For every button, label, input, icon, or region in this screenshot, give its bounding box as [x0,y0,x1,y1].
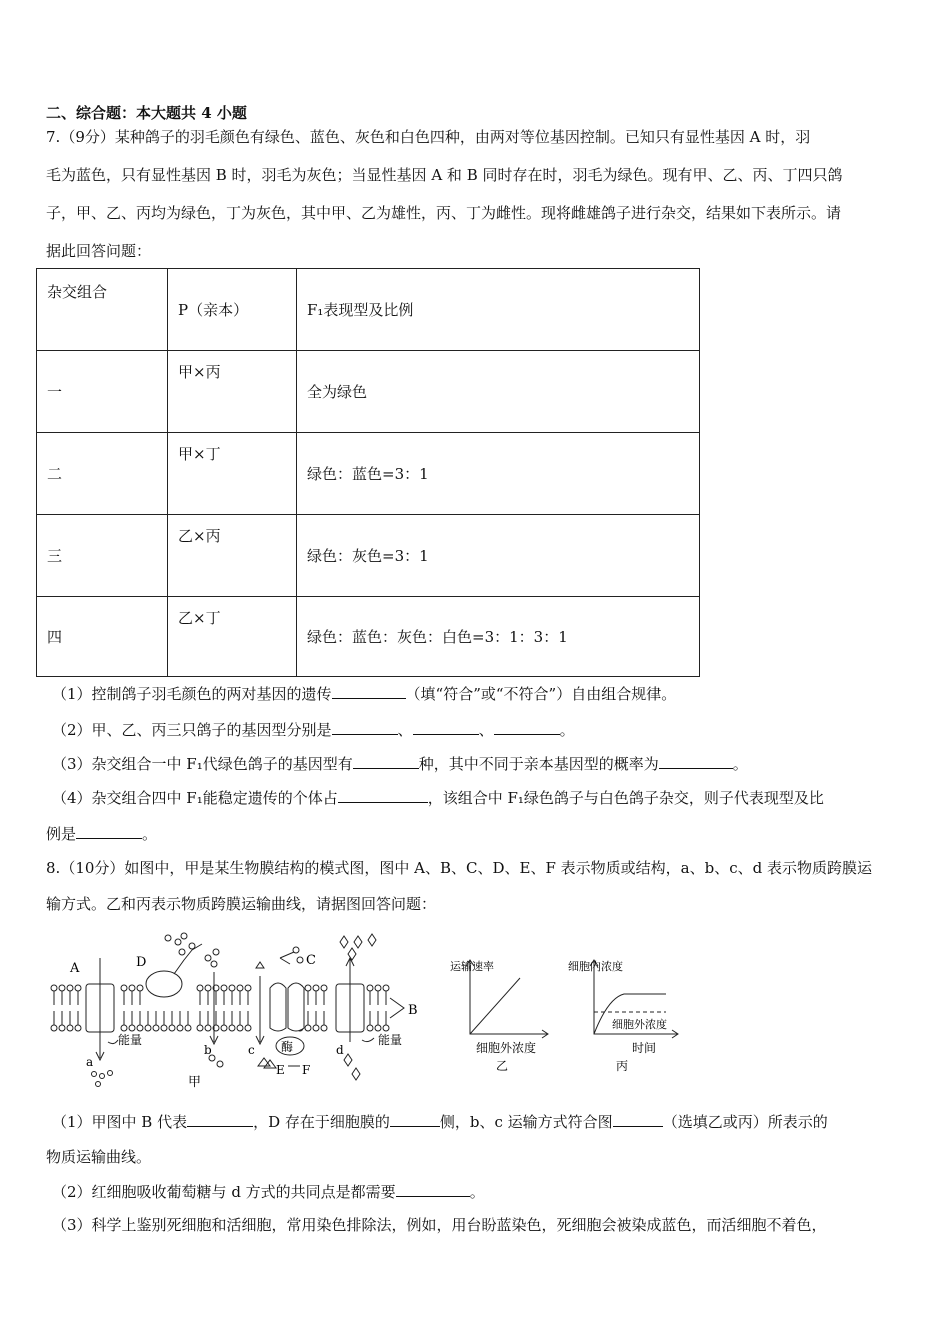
q8-sub1-cont: 物质运输曲线。 [46,1148,152,1166]
table-cell: 三 [37,515,168,597]
q8-score: （10分） [60,859,125,877]
channel-protein [270,983,286,1031]
q7-sub3-text2: 种，其中不同于亲本基因型的概率为 [418,755,659,773]
q7-sub4-text: （4）杂交组合四中 F₁能稳定遗传的个体占 [52,789,338,807]
label-B: B [408,1003,418,1018]
bing-xlabel: 时间 [632,1041,657,1055]
q8-sub1-text: （1）甲图中 B 代表 [52,1113,188,1131]
table-cell: 绿色：灰色=3：1 [297,515,700,597]
q8-stem-line2: 输方式。乙和丙表示物质跨膜运输曲线，请据图回答问题： [46,895,437,913]
q7-sub2-text: （2）甲、乙、丙三只鸽子的基因型分别是 [52,721,332,739]
q8-number: 8. [46,859,61,877]
table-cell: 绿色：蓝色=3：1 [297,433,700,515]
table-cell: 绿色：蓝色：灰色：白色=3：1：3：1 [297,597,700,677]
answer-blank[interactable] [332,718,398,735]
q7-sub3-text: （3）杂交组合一中 F₁代绿色鸽子的基因型有 [52,755,353,773]
cross-table [36,268,700,677]
q7-score: （9分） [60,128,115,146]
bing-ylabel: 细胞内浓度 [568,960,623,973]
answer-blank[interactable] [396,1180,470,1197]
period: 。 [732,755,748,773]
answer-blank[interactable] [613,1110,663,1127]
answer-blank[interactable] [332,682,406,699]
table-cell: 甲×丁 [168,433,297,515]
yi-ylabel: 运输速率 [450,960,494,973]
q7-sub4-cont [46,822,157,844]
q7-stem-line1 [46,126,810,147]
caption-bing: 丙 [616,1059,629,1073]
table-cell: 甲×丙 [168,351,297,433]
period: 。 [142,825,158,843]
q8-sub1-text3: 侧，b、c 运输方式符合图 [439,1113,613,1131]
answer-blank[interactable] [338,786,428,803]
table-cell: 一 [37,351,168,433]
answer-blank[interactable] [187,1110,253,1127]
q7-sub3 [52,752,748,774]
graph-yi [446,956,556,1074]
q7-sub4 [52,786,824,808]
period: 。 [469,1183,485,1201]
table-row [37,597,700,677]
q7-number: 7. [46,128,61,146]
q7-sub1 [52,682,676,704]
section-title: 二、综合题：本大题共 4 小题 [46,104,247,122]
table-header-row [37,269,700,351]
answer-blank[interactable] [659,752,733,769]
glycoprotein-D [146,971,182,997]
q7-sub4-text3: 例是 [46,825,77,843]
period: 。 [559,721,575,739]
q7-sub1-text: （1）控制鸽子羽毛颜色的两对基因的遗传 [52,685,332,703]
q8-sub1-text4: （选填乙或丙）所表示的 [662,1113,828,1131]
label-d: d [336,1043,344,1057]
table-header: 杂交组合 [37,269,168,351]
q8-sub2 [52,1180,485,1202]
q7-sub4-text2: ，该组合中 F₁绿色鸽子与白色鸽子杂交，则子代表现型及比 [427,789,824,807]
caption-jia: 甲 [188,1075,202,1090]
label-energy-2: 能量 [378,1033,403,1047]
q7-sub2 [52,718,575,740]
membrane-figure [44,928,424,1090]
answer-blank[interactable] [353,752,419,769]
label-energy-1: 能量 [118,1033,143,1047]
label-c: c [248,1043,255,1057]
separator: 、 [397,721,413,739]
q7-stem-line3: 子，甲、乙、丙均为绿色，丁为灰色，其中甲、乙为雄性，丙、丁为雌性。现将雌雄鸽子进行杂交，结果如下表所示。请 [46,204,842,222]
label-a: a [86,1055,94,1069]
table-cell: 全为绿色 [297,351,700,433]
answer-blank[interactable] [76,822,142,839]
table-cell: 四 [37,597,168,677]
table-cell: 二 [37,433,168,515]
label-enzyme: 酶 [281,1040,294,1054]
rate-line [470,978,520,1034]
yi-xlabel: 细胞外浓度 [476,1041,537,1055]
table-header: P（亲本） [168,269,297,351]
label-b: b [204,1043,212,1057]
table-row [37,351,700,433]
table-cell: 乙×丙 [168,515,297,597]
q7-stem-line2: 毛为蓝色，只有显性基因 B 时，羽毛为灰色；当显性基因 A 和 B 同时存在时，羽毛为绿色。现有甲、乙、丙、丁四只鸽 [46,166,843,184]
q8-sub2-text: （2）红细胞吸收葡萄糖与 d 方式的共同点是都需要 [52,1183,396,1201]
q8-sub3: （3）科学上鉴别死细胞和活细胞，常用染色排除法，例如，用台盼蓝染色，死细胞会被染成蓝色，而活细胞不着色， [52,1216,827,1234]
table-cell: 乙×丁 [168,597,297,677]
answer-blank[interactable] [390,1110,440,1127]
label-E: E [276,1063,285,1077]
q8-stem-line1 [46,857,872,878]
bing-dashed-label: 细胞外浓度 [612,1018,667,1031]
label-F: F [302,1063,311,1077]
label-C: C [306,953,316,968]
table-row [37,515,700,597]
separator: 、 [478,721,494,739]
label-D: D [136,955,147,970]
q7-sub1-text2: （填“符合”或“不符合”）自由组合规律。 [405,685,677,703]
table-header: F₁表现型及比例 [297,269,700,351]
answer-blank[interactable] [494,718,560,735]
q8-stem-text1: 如图中，甲是某生物膜结构的模式图，图中 A、B、C、D、E、F 表示物质或结构，a、b、c、d 表示物质跨膜运 [124,859,872,877]
answer-blank[interactable] [413,718,479,735]
caption-yi: 乙 [496,1059,509,1073]
label-A: A [70,961,80,976]
q8-sub1 [52,1110,828,1132]
q7-stem-line4: 据此回答问题： [46,242,152,260]
graph-bing [566,956,690,1074]
table-row [37,433,700,515]
q7-stem-text1: 某种鸽子的羽毛颜色有绿色、蓝色、灰色和白色四种，由两对等位基因控制。已知只有显性基因 A 时，羽 [114,128,811,146]
q8-sub1-text2: ，D 存在于细胞膜的 [253,1113,390,1131]
